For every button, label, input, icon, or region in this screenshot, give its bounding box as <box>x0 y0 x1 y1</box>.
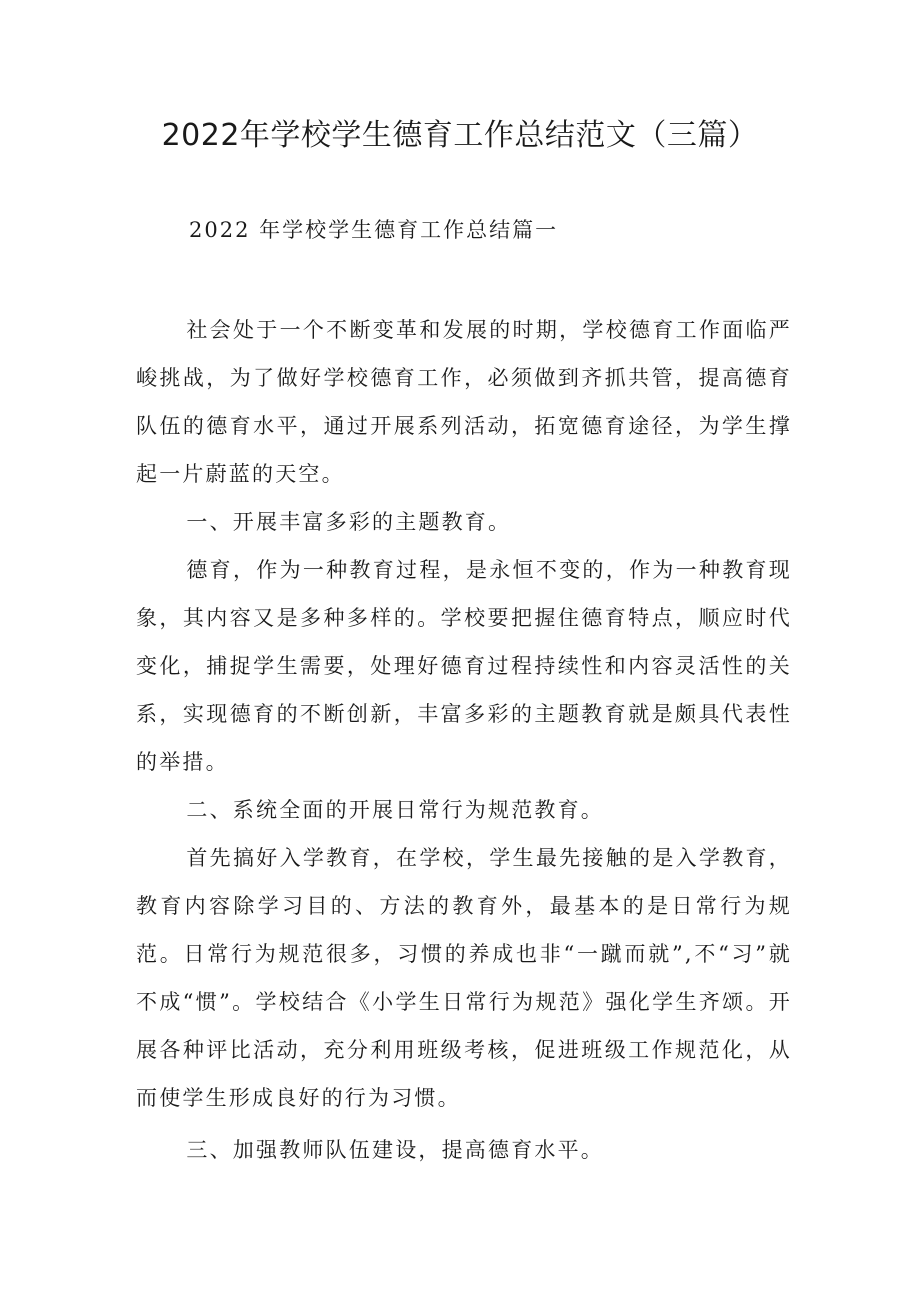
section-heading-1: 一、开展丰富多彩的主题教育。 <box>186 510 512 534</box>
document-title: 2022年学校学生德育工作总结范文（三篇） <box>161 118 759 153</box>
article-subtitle: 2022 年学校学生德育工作总结篇一 <box>189 218 559 242</box>
section-2-paragraph: 首先搞好入学教育，在学校，学生最先接触的是入学教育，教育内容除学习目的、方法的教育外，最基本的是日常行为规范。日常行为规范很多，习惯的养成也非“一蹴而就”,不“习”就不成“惯”。学校结合《小学生日常行为规范》强化学生齐颂。开展各种评比活动，充分利用班级考核，促进班级工作规范化，从而使学生形成良好的行为习惯。 <box>136 846 792 1110</box>
section-1-paragraph: 德育，作为一种教育过程，是永恒不变的，作为一种教育现象，其内容又是多种多样的。学校要把握住德育特点，顺应时代变化，捕捉学生需要，处理好德育过程持续性和内容灵活性的关系，实现德育的不断创新，丰富多彩的主题教育就是颇具代表性的举措。 <box>136 558 792 774</box>
section-heading-2: 二、系统全面的开展日常行为规范教育。 <box>186 798 604 822</box>
document-body <box>136 306 792 1122</box>
section-heading-3: 三、加强教师队伍建设，提高德育水平。 <box>186 1138 604 1162</box>
intro-paragraph: 社会处于一个不断变革和发展的时期，学校德育工作面临严峻挑战，为了做好学校德育工作，必须做到齐抓共管，提高德育队伍的德育水平，通过开展系列活动，拓宽德育途径，为学生撑起一片蔚蓝的天空。 <box>136 318 792 486</box>
